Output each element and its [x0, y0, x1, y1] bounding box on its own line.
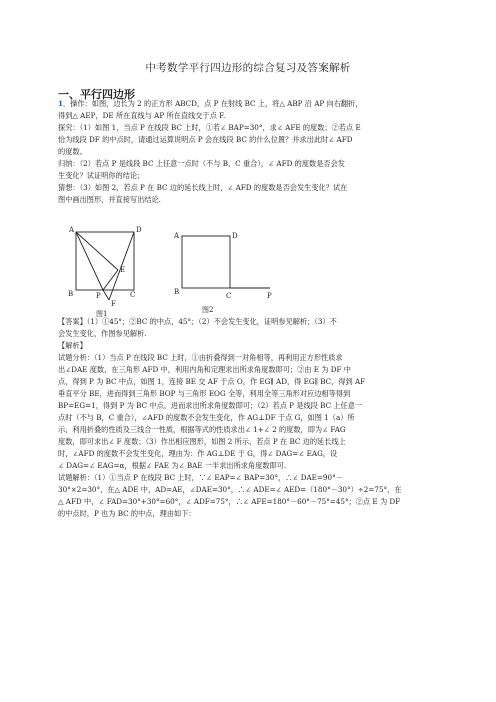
- analysis-line-2: 出∠DAE 度数，在三角形 AFD 中，利用内角和定理求出所求角度数即可；②由 E 为 DF 中: [58, 365, 351, 374]
- solution-line-2: 30°×2=30°，在△ ADE 中，AD=AE，∠DAE=30°，∴∠ ADE=∠ AED=（180°－30°）÷2=75°，在: [58, 485, 402, 494]
- section-heading: 一、平行四边形: [58, 88, 135, 101]
- analysis-line-3: 点，得到 P 为 BC 中点，如图 1，连接 BE 交 AF 于点 O，作 EG∥ AD，得 EG∥ BC，得到 AF: [58, 377, 366, 386]
- figure-2: [170, 228, 280, 316]
- question-number: 1．: [58, 99, 71, 108]
- fig2-label-b: B: [174, 288, 180, 296]
- analysis-line-4: 垂直平分 BE，进而得到三角形 BOP 与三角形 EOG 全等，利用全等三角形对应边相等得到: [58, 389, 351, 398]
- solution-line-4: 的中点时，P 也为 BC 的中点，理由如下：: [58, 509, 196, 518]
- fig1-caption: 图1: [96, 310, 108, 318]
- problem-line-9: 图中画出图形，并直接写出结论.: [58, 195, 161, 204]
- fig1-label-b: B: [68, 290, 74, 298]
- square-abcd: [182, 236, 230, 288]
- analysis-heading: 【解析】: [58, 341, 87, 350]
- analysis-line-7: 示，利用折叠的性质及三线合一性质，根据等式的性质求出∠ 1+∠ 2 的度数，即为∠ FAG: [58, 425, 346, 434]
- segment-ae: [76, 232, 118, 270]
- analysis-line-1: 试题分析：（1）当点 P 在线段 BC 上时，①由折叠得到一对角相等，再利用正方形性质求: [58, 353, 343, 362]
- solution-line-1: 试题解析：（1）①当点 P 在线段 BC 上时，∵∠ EAP=∠ BAP=30°，∴∠ DAE=90°－: [58, 473, 343, 482]
- problem-line-3: 探究：（1）如图 1，当点 P 在线段 BC 上时，①若∠ BAP=30°，求∠ AFE 的度数；②若点 E: [58, 123, 361, 132]
- fig1-label-f: F: [111, 300, 116, 308]
- analysis-line-6: 点时（不与 B，C 重合），∠AFD 的度数不会发生变化，作 AG⊥DF 于点 G，如图 1（a）所: [58, 413, 355, 422]
- fig1-label-p: P: [96, 292, 101, 300]
- fig2-label-d: D: [232, 232, 238, 240]
- answer-line-1: 【答案】（1）①45°；②BC 的中点，45°；（2）不会发生变化，证明参见解析；（3）不: [58, 317, 337, 326]
- problem-line-5: 的度数。: [58, 147, 87, 156]
- fig1-label-c: C: [130, 291, 136, 299]
- square-abcd: [76, 232, 134, 290]
- fig1-label-a: A: [69, 226, 75, 234]
- segment-pf: [103, 290, 109, 300]
- analysis-line-10: ∠ DAG=∠ EAG=α，根据∠ FAE 为∠ BAE 一半求出所求角度数即可.: [58, 461, 287, 470]
- figure-1: [66, 226, 158, 318]
- fig1-label-e: E: [120, 266, 126, 274]
- problem-line-8: 猜想：（3）如图 2，若点 P 在 BC 边的延长线上时，∠ AFD 的度数是否会发生变化？试在: [58, 183, 348, 192]
- problem-line-4: 恰为线段 DF 的中点时，请通过运算说明点 P 会在线段 BC 的什么位置？并求出此时∠ AFD: [58, 135, 353, 144]
- solution-line-3: △ AFD 中，∠ FAD=30°+30°=60°，∠ ADF=75°，∴∠ AFE=180°－60°－75°=45°；②点 E 为 DF: [58, 497, 401, 506]
- segment-ap: [76, 232, 103, 290]
- problem-line-1: [58, 98, 438, 110]
- fig2-caption: 图2: [202, 306, 214, 314]
- analysis-line-5: BP=EG=1，得到 P 为 BC 中点，进而求出所求角度数即可；（2）若点 P 是线段 BC 上任意一: [58, 401, 363, 410]
- problem-line-6: 归纳：（2）若点 P 是线段 BC 上任意一点时（不与 B、C 重合），∠ AFD 的度数是否会发: [58, 159, 345, 168]
- fig1-label-d: D: [136, 226, 142, 234]
- analysis-line-9: 时，∠AFD 的度数不会发生变化，理由为：作 AG⊥DE 于 G，得∠ DAG=∠ EAG，设: [58, 449, 338, 458]
- segment-pe: [103, 270, 118, 290]
- problem-line-7: 生变化？试证明你的结论；: [58, 171, 145, 180]
- problem-text: 操作：如图，边长为 2 的正方形 ABCD，点 P 在射线 BC 上，将△ ABP 沿 AP 向右翻折，: [70, 99, 363, 108]
- problem-line-2: 得到△ AEP，DE 所在直线与 AP 所在直线交于点 F.: [58, 111, 226, 120]
- page-title: 中考数学平行四边形的综合复习及答案解析: [145, 62, 351, 74]
- answer-line-2: 会发生变化，作图参见解析.: [58, 329, 147, 338]
- analysis-line-8: 度数，即可求出∠ F 度数；（3）作出相应图形，如图 2 所示，若点 P 在 BC 边的延长线上: [58, 437, 346, 446]
- fig2-label-a: A: [174, 232, 180, 240]
- fig2-label-c: C: [226, 292, 232, 300]
- fig2-label-p: P: [267, 292, 272, 300]
